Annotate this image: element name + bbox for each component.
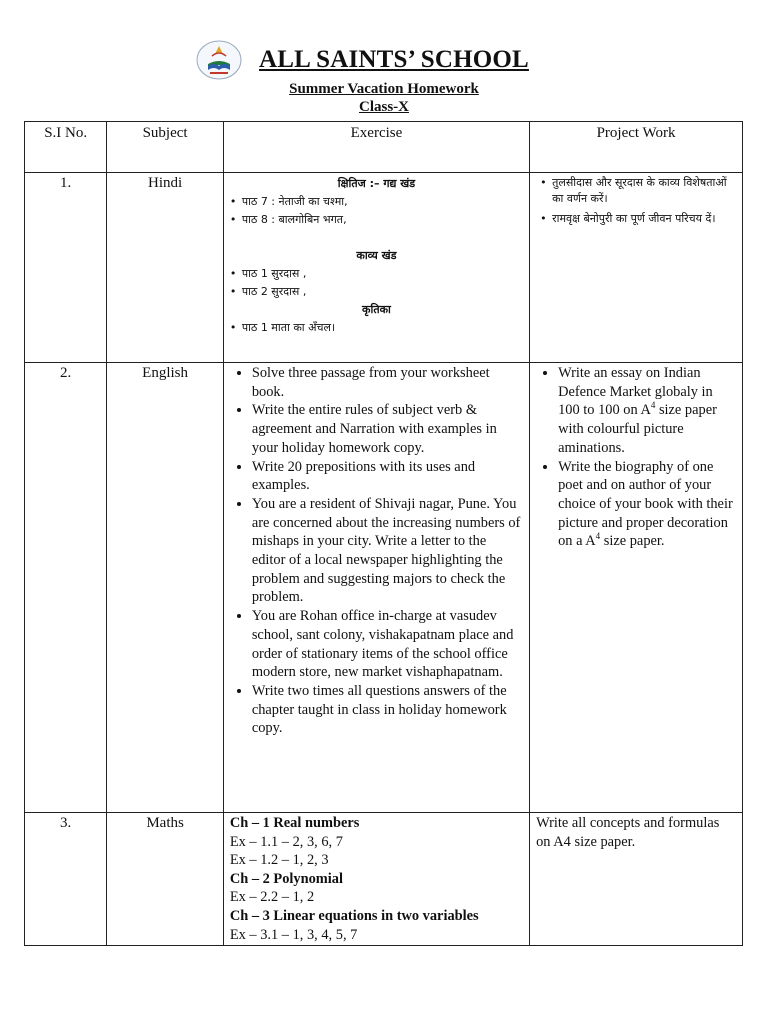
chapter-heading: Ch – 3 Linear equations in two variables (229, 907, 479, 924)
list-item: • पाठ 1 सुरदास , (230, 265, 523, 283)
column-header: S.I No. (25, 122, 107, 173)
exercise-cell (223, 363, 529, 813)
table-row (25, 813, 743, 946)
list-item: • तुलसीदास और सूरदास के काव्य विशेषताओं का वर्णन करें। (536, 175, 736, 207)
project-cell (530, 173, 743, 363)
class-label: Class-X (358, 99, 409, 115)
list-item: • Write two times all questions answers of the chapter taught in class in holiday homework copy. (252, 682, 523, 738)
list-item: • You are Rohan office in-charge at vasudev school, sant colony, vishakapatnam place and order of stationary items of the school office modern store, new market vishaphapatnam. (252, 607, 523, 682)
exercise-line: Ex – 3.1 – 1, 3, 4, 5, 7 (229, 926, 358, 943)
exercise-line: Ex – 1.1 – 2, 3, 6, 7 (229, 833, 343, 850)
project-cell: Write all concepts and formulas on A4 size paper. (530, 813, 743, 946)
homework-table (24, 121, 743, 946)
section-heading: कृतिका (362, 303, 391, 316)
list-item: • पाठ 7 : नेताजी का चश्मा, (230, 193, 523, 211)
list-item: • पाठ 8 : बालगोबिन भगत, (230, 211, 523, 229)
exercise-line: Ex – 2.2 – 1, 2 (229, 889, 315, 906)
subject-name: English (107, 363, 223, 813)
table-row (25, 173, 743, 363)
list-item: • पाठ 1 माता का अँचल। (230, 319, 523, 337)
exercise-line: Ex – 1.2 – 1, 2, 3 (229, 852, 329, 869)
list-item: • Write an essay on Indian Defence Market globaly in 100 to 100 on $A^4$ size paper with colourful picture aminations. (558, 364, 736, 458)
school-name: ALL SAINTS’ SCHOOL (259, 46, 529, 73)
row-number: 3. (25, 813, 107, 946)
list-item: • You are a resident of Shivaji nagar, Pune. You are concerned about the increasing numbers of mishaps in your city. Write a letter to the editor of a local newspaper highlighting the problem and suggesting majors to check the problem. (252, 495, 523, 607)
column-header: Exercise (223, 122, 529, 173)
section-heading: काव्य खंड (356, 249, 397, 262)
list-item: • Write the entire rules of subject verb & agreement and Narration with examples in your holiday homework copy. (252, 401, 523, 457)
subject-name: Maths (107, 813, 223, 946)
chapter-heading: Ch – 2 Polynomial (229, 870, 343, 887)
list-item: • पाठ 2 सुरदास , (230, 283, 523, 301)
section-heading: क्षितिज :– गद्य खंड (337, 177, 416, 190)
subject-name: Hindi (107, 173, 223, 363)
project-cell (530, 363, 743, 813)
list-item: • Solve three passage from your worksheet book. (252, 364, 523, 401)
list-item: • Write 20 prepositions with its uses and examples. (252, 458, 523, 495)
chapter-heading: Ch – 1 Real numbers (229, 815, 360, 831)
row-number: 1. (25, 173, 107, 363)
document-header (0, 40, 768, 116)
table-row (25, 363, 743, 813)
row-number: 2. (25, 363, 107, 813)
table-header-row (25, 122, 743, 173)
list-item: • Write the biography of one poet and on author of your choice of your book with their picture and proper decoration on a $A^4$ size paper. (558, 458, 736, 552)
column-header: Subject (107, 122, 223, 173)
column-header: Project Work (530, 122, 743, 173)
document-title: Summer Vacation Homework (289, 81, 479, 97)
list-item: • रामवृक्ष बेनोपुरी का पूर्ण जीवन परिचय दें। (536, 211, 736, 227)
exercise-cell (223, 173, 529, 363)
exercise-cell (223, 813, 529, 946)
